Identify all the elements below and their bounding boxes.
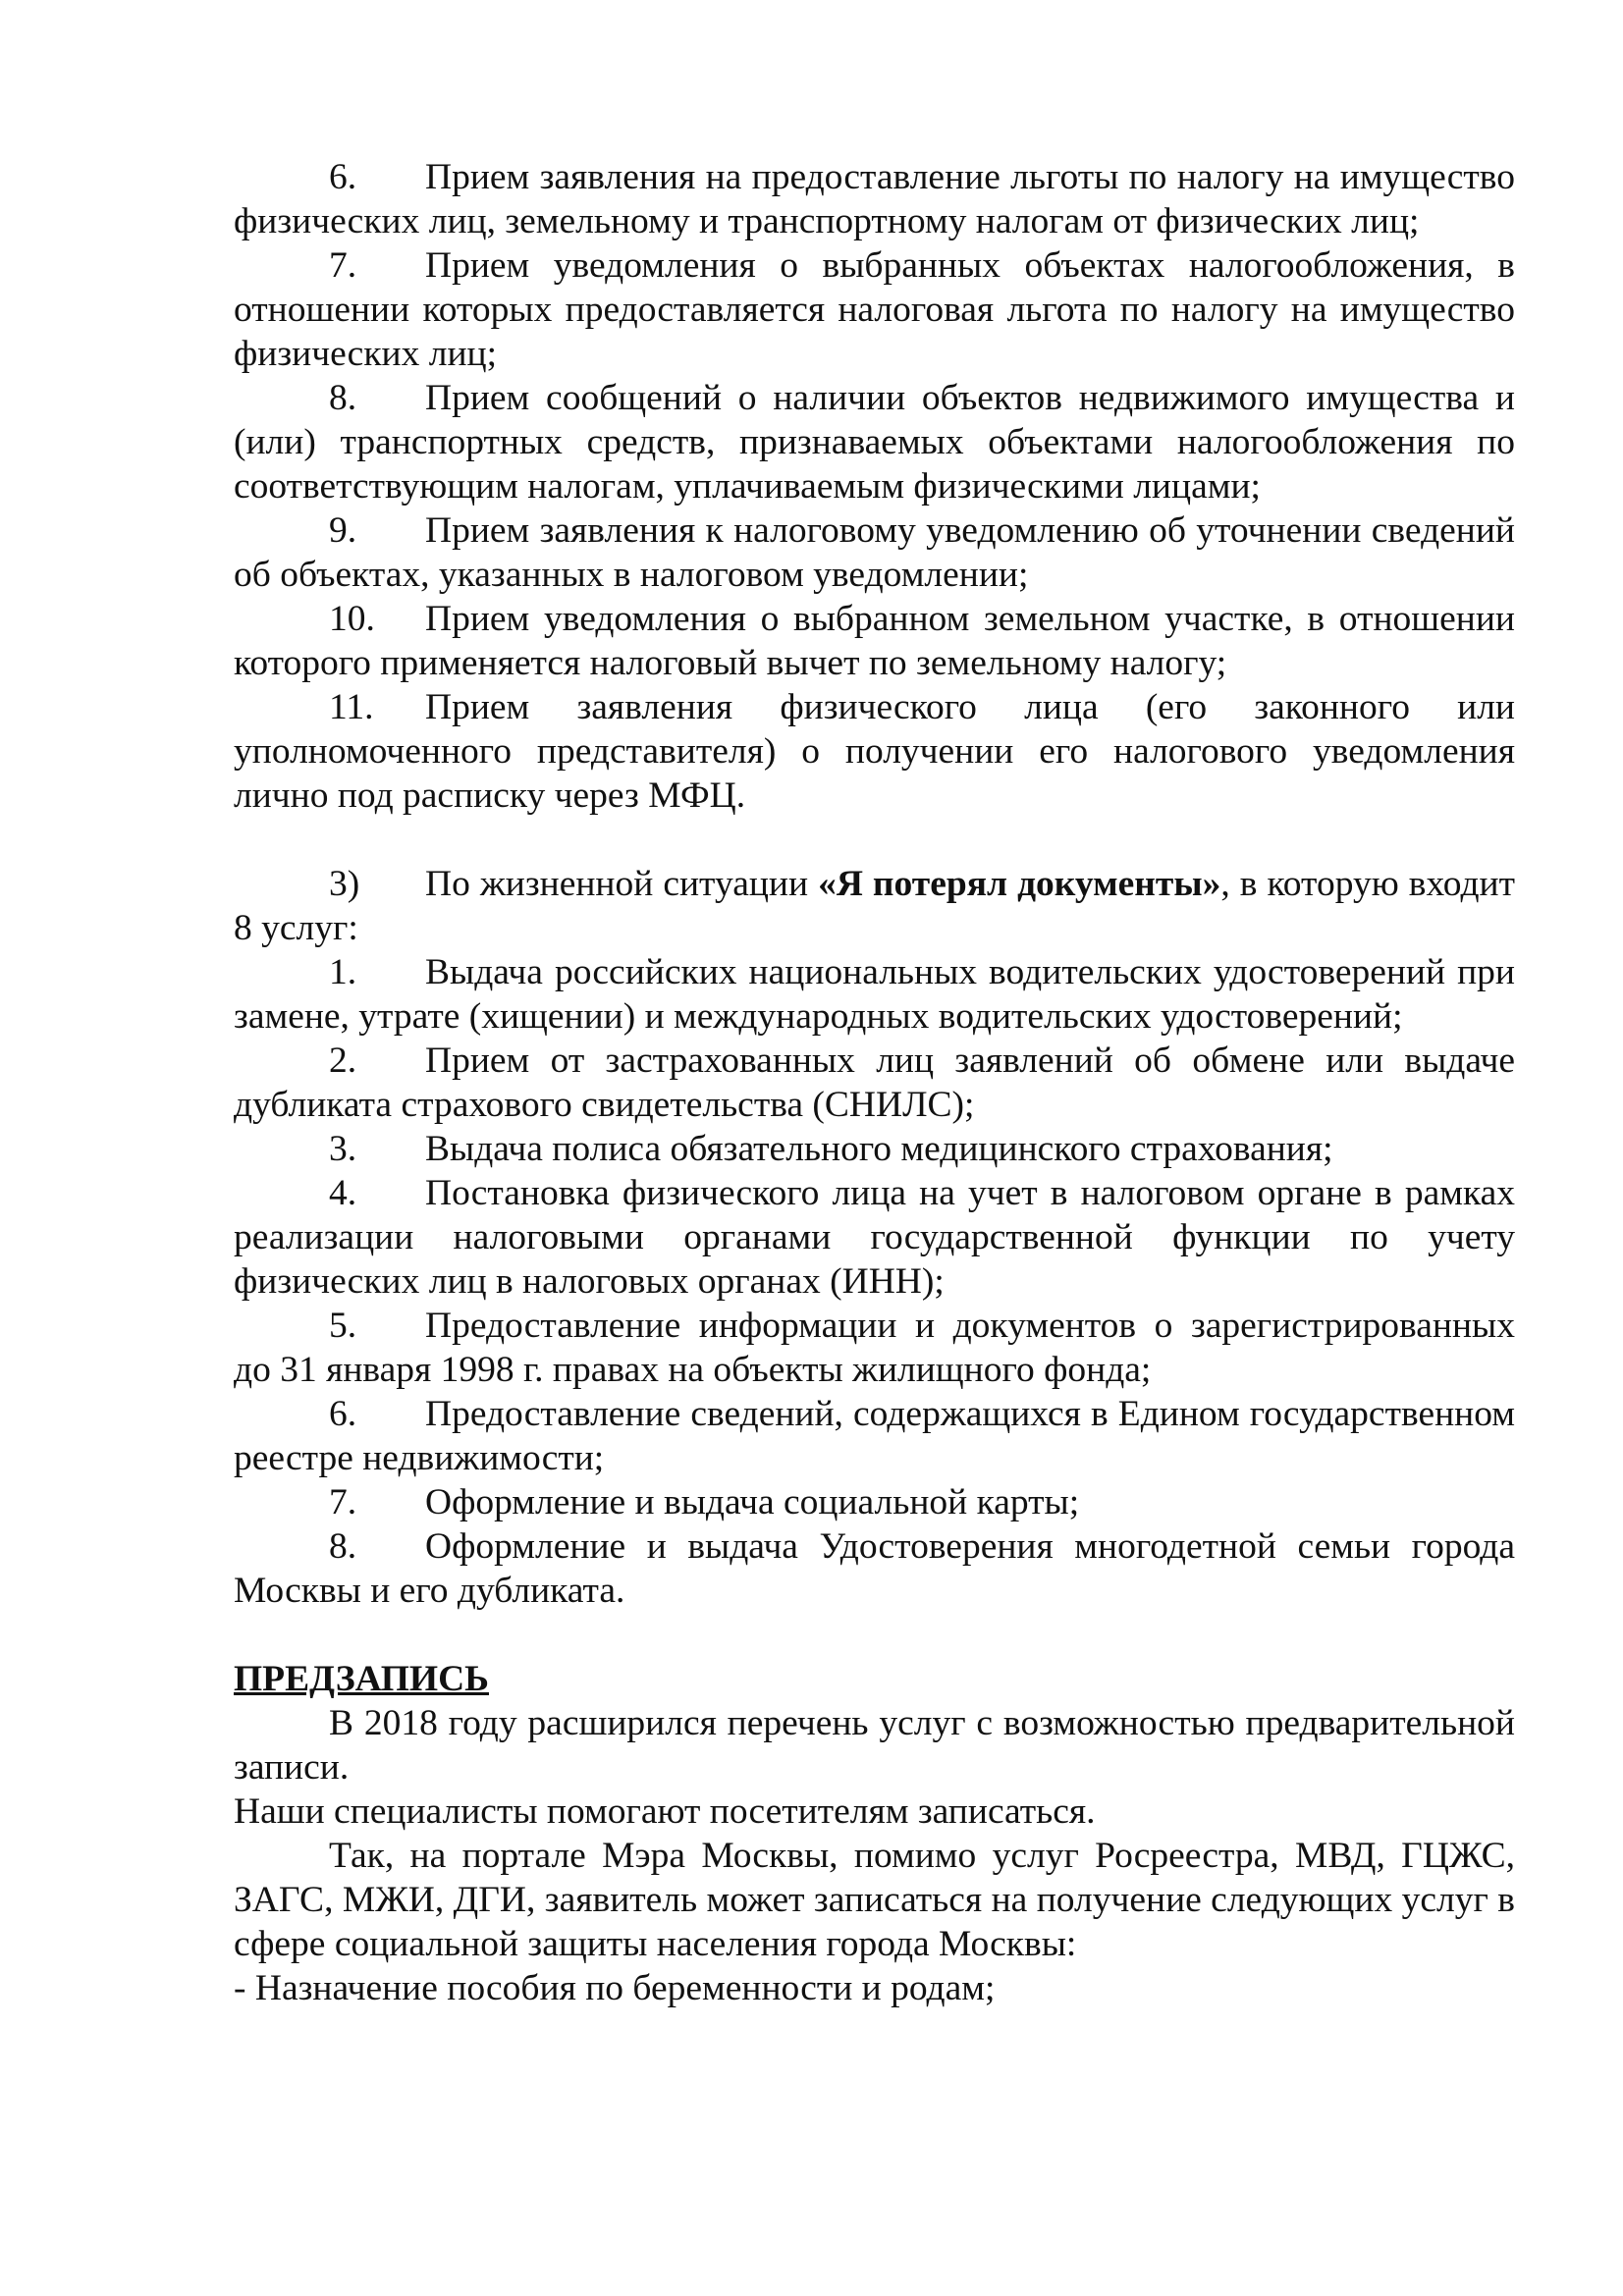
item-number: 1. <box>329 952 357 992</box>
paragraph: В 2018 году расширился перечень услуг с возможностью предварительной записи. <box>234 1703 1515 1788</box>
item-text: Оформление и выдача Удостоверения многодетной семьи города Москвы и его дубликата. <box>234 1526 1515 1611</box>
item-text: Постановка физического лица на учет в налоговом органе в рамках реализации налоговыми органами государственной функции по учету физических лиц в налоговых органах (ИНН); <box>234 1173 1515 1302</box>
item-number: 6. <box>329 157 357 197</box>
list-item <box>234 243 1515 376</box>
situation-title: «Я потерял документы» <box>818 864 1221 904</box>
item-number: 3. <box>329 1129 357 1169</box>
list-item <box>234 1171 1515 1304</box>
item-text: Выдача российских национальных водительских удостоверений при замене, утрате (хищении) и международных водительских удостоверений; <box>234 952 1515 1037</box>
list-item <box>234 508 1515 597</box>
item-number: 7. <box>329 1482 357 1522</box>
item-number: 10. <box>329 599 375 639</box>
list-item <box>234 597 1515 685</box>
spacer <box>234 818 1515 862</box>
item-number: 7. <box>329 245 357 286</box>
item-number: 11. <box>329 687 374 727</box>
item-text: Прием заявления к налоговому уведомлению об уточнении сведений об объектах, указанных в налоговом уведомлении; <box>234 510 1515 595</box>
list-item <box>234 685 1515 818</box>
item-number: 4. <box>329 1173 357 1213</box>
item-text: Оформление и выдача социальной карты; <box>425 1482 1080 1522</box>
document-body <box>234 155 1515 2010</box>
list-item <box>234 1524 1515 1613</box>
list-item <box>234 376 1515 508</box>
section-b-list <box>234 950 1515 1613</box>
paragraph: - Назначение пособия по беременности и родам; <box>234 1968 996 2008</box>
list-item <box>234 1392 1515 1480</box>
list-item <box>234 950 1515 1039</box>
prezapis-section <box>234 1657 1515 2010</box>
section-heading: ПРЕДЗАПИСЬ <box>234 1659 489 1699</box>
item-number: 2. <box>329 1041 357 1081</box>
list-item <box>234 155 1515 243</box>
list-item <box>234 1039 1515 1127</box>
item-text: Прием уведомления о выбранном земельном участке, в отношении которого применяется налоговый вычет по земельному налогу; <box>234 599 1515 683</box>
item-text: Предоставление сведений, содержащихся в Едином государственном реестре недвижимости; <box>234 1394 1515 1478</box>
item-text: Прием заявления физического лица (его законного или уполномоченного представителя) о получении его налогового уведомления лично под расписку через МФЦ. <box>234 687 1515 816</box>
list-item <box>234 1127 1515 1171</box>
life-situation-intro <box>234 862 1515 950</box>
paragraph: Так, на портале Мэра Москвы, помимо услуг Росреестра, МВД, ГЦЖС, ЗАГС, МЖИ, ДГИ, заявитель может записаться на получение следующих услуг в сфере социальной защиты населения города Москвы: <box>234 1836 1515 1964</box>
item-number: 8. <box>329 378 357 418</box>
item-text: Прием заявления на предоставление льготы по налогу на имущество физических лиц, земельному и транспортному налогам от физических лиц; <box>234 157 1515 241</box>
list-item <box>234 1480 1515 1524</box>
situation-number: 3) <box>329 864 360 904</box>
list-item <box>234 1304 1515 1392</box>
situation-suffix: , в которую входит 8 услуг: <box>234 864 1515 948</box>
item-number: 5. <box>329 1306 357 1346</box>
item-text: Прием уведомления о выбранных объектах налогообложения, в отношении которых предоставляется налоговая льгота по налогу на имущество физических лиц; <box>234 245 1515 374</box>
item-text: Предоставление информации и документов о зарегистрированных до 31 января 1998 г. правах на объекты жилищного фонда; <box>234 1306 1515 1390</box>
item-number: 9. <box>329 510 357 551</box>
item-number: 8. <box>329 1526 357 1567</box>
item-text: Прием от застрахованных лиц заявлений об обмене или выдаче дубликата страхового свидетельства (СНИЛС); <box>234 1041 1515 1125</box>
situation-prefix: По жизненной ситуации <box>425 864 819 904</box>
section-a-list <box>234 155 1515 818</box>
paragraph: Наши специалисты помогают посетителям записаться. <box>234 1791 1096 1832</box>
item-text: Прием сообщений о наличии объектов недвижимого имущества и (или) транспортных средств, признаваемых объектами налогообложения по соответствующим налогам, уплачиваемым физическими лицами; <box>234 378 1515 507</box>
item-number: 6. <box>329 1394 357 1434</box>
item-text: Выдача полиса обязательного медицинского страхования; <box>425 1129 1333 1169</box>
spacer <box>234 1613 1515 1657</box>
